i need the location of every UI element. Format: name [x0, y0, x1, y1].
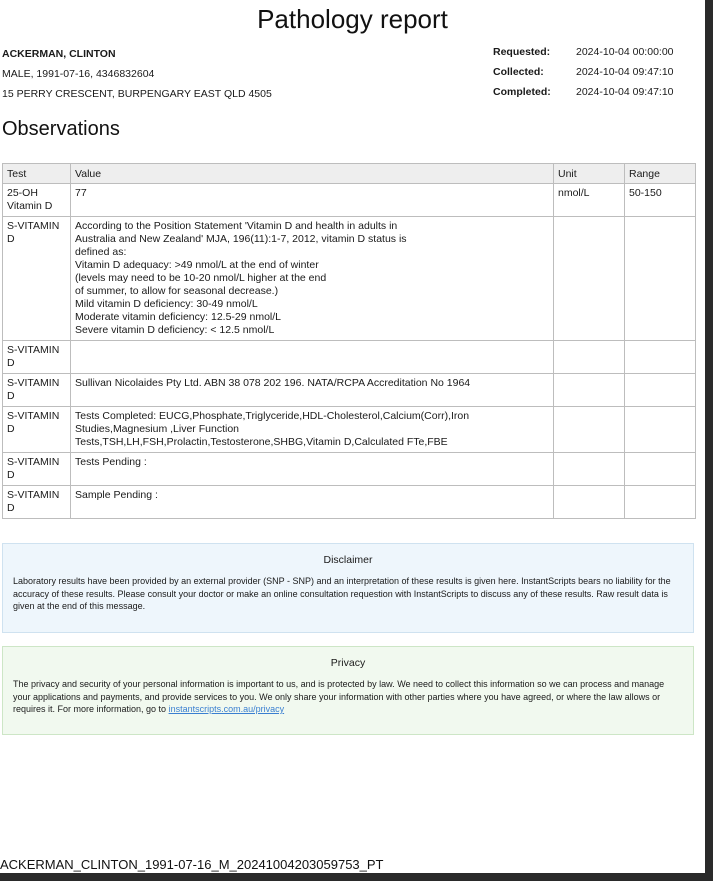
cell-test: S-VITAMIN D: [3, 341, 71, 374]
cell-value: 77: [71, 184, 554, 217]
cell-unit: [554, 486, 625, 519]
cell-range: [625, 217, 696, 341]
cell-range: [625, 486, 696, 519]
cell-range: [625, 374, 696, 407]
cell-test: S-VITAMIN D: [3, 374, 71, 407]
table-row: [3, 217, 696, 341]
disclaimer-text: Laboratory results have been provided by an external provider (SNP - SNP) and an interpretation of these results is given here. InstantScripts bears no liability for the accuracy of these results. Please consult your doctor or make an online consultation requestion with InstantScripts to discuss any of these results. Raw result data is given at the end of this message.: [13, 576, 671, 611]
date-collected: [493, 62, 674, 82]
date-label: Collected:: [493, 66, 544, 78]
cell-value: [71, 341, 554, 374]
cell-test: S-VITAMIN D: [3, 486, 71, 519]
footer-filename: ACKERMAN_CLINTON_1991-07-16_M_20241004203059753_PT: [0, 857, 384, 872]
col-header-test: Test: [3, 164, 71, 184]
cell-value: According to the Position Statement 'Vitamin D and health in adults in Australia and New Zealand' MJA, 196(11):1-7, 2012, vitamin D status is defined as: Vitamin D adequacy: >49 nmol/L at the end of winter (levels may need to be 10-20 nmol/L higher at the end of summer, to allow for seasonal decrease.) Mild vitamin D deficiency: 30-49 nmol/L Moderate vitamin deficiency: 12.5-29 nmol/L Severe vitamin D deficiency: < 12.5 nmol/L: [71, 217, 554, 341]
table-row: [3, 407, 696, 453]
date-label: Requested:: [493, 46, 551, 58]
cell-range: [625, 341, 696, 374]
patient-details: MALE, 1991-07-16, 4346832604: [2, 68, 155, 80]
report-dates: [493, 42, 674, 102]
report-title: Pathology report: [257, 4, 448, 34]
date-completed: [493, 82, 674, 102]
cell-unit: [554, 341, 625, 374]
col-header-value: Value: [71, 164, 554, 184]
patient-name: ACKERMAN, CLINTON: [2, 48, 116, 60]
table-row: [3, 374, 696, 407]
privacy-box: [2, 646, 694, 735]
cell-unit: [554, 407, 625, 453]
disclaimer-title: Disclaimer: [323, 554, 373, 566]
date-value: 2024-10-04 00:00:00: [576, 46, 674, 58]
cell-range: [625, 407, 696, 453]
cell-range: 50-150: [625, 184, 696, 217]
cell-value: Sample Pending :: [71, 486, 554, 519]
cell-test: 25-OH Vitamin D: [3, 184, 71, 217]
privacy-link[interactable]: instantscripts.com.au/privacy: [168, 703, 285, 714]
col-header-range: Range: [625, 164, 696, 184]
date-requested: [493, 42, 674, 62]
table-row: [3, 453, 696, 486]
date-value: 2024-10-04 09:47:10: [576, 86, 674, 98]
cell-unit: [554, 453, 625, 486]
observations-heading: Observations: [2, 118, 120, 140]
table-row: [3, 184, 696, 217]
cell-value: Tests Completed: EUCG,Phosphate,Triglyceride,HDL-Cholesterol,Calcium(Corr),Iron Studies,Magnesium ,Liver Function Tests,TSH,LH,FSH,Prolactin,Testosterone,SHBG,Vitamin D,Calculated FTe,FBE: [71, 407, 554, 453]
table-row: [3, 341, 696, 374]
cell-unit: [554, 374, 625, 407]
patient-address: 15 PERRY CRESCENT, BURPENGARY EAST QLD 4505: [2, 88, 272, 100]
cell-unit: [554, 217, 625, 341]
privacy-text: The privacy and security of your personal information is important to us, and is protected by law. We need to collect this information so we can process and manage your applications and payments, and provide services to you. We only share your information with other parties where you have agreed, or where the law allows or requires it. For more information, go to: [13, 679, 665, 714]
observations-table: [2, 163, 696, 519]
date-value: 2024-10-04 09:47:10: [576, 66, 674, 78]
date-label: Completed:: [493, 86, 551, 98]
table-row: [3, 486, 696, 519]
privacy-body: [13, 678, 683, 715]
cell-value: Sullivan Nicolaides Pty Ltd. ABN 38 078 202 196. NATA/RCPA Accreditation No 1964: [71, 374, 554, 407]
disclaimer-box: [2, 543, 694, 633]
cell-test: S-VITAMIN D: [3, 407, 71, 453]
patient-info: [2, 44, 272, 104]
col-header-unit: Unit: [554, 164, 625, 184]
privacy-title: Privacy: [330, 657, 366, 669]
cell-unit: nmol/L: [554, 184, 625, 217]
cell-test: S-VITAMIN D: [3, 453, 71, 486]
cell-test: S-VITAMIN D: [3, 217, 71, 341]
cell-value: Tests Pending :: [71, 453, 554, 486]
table-header-row: [3, 164, 696, 184]
cell-range: [625, 453, 696, 486]
